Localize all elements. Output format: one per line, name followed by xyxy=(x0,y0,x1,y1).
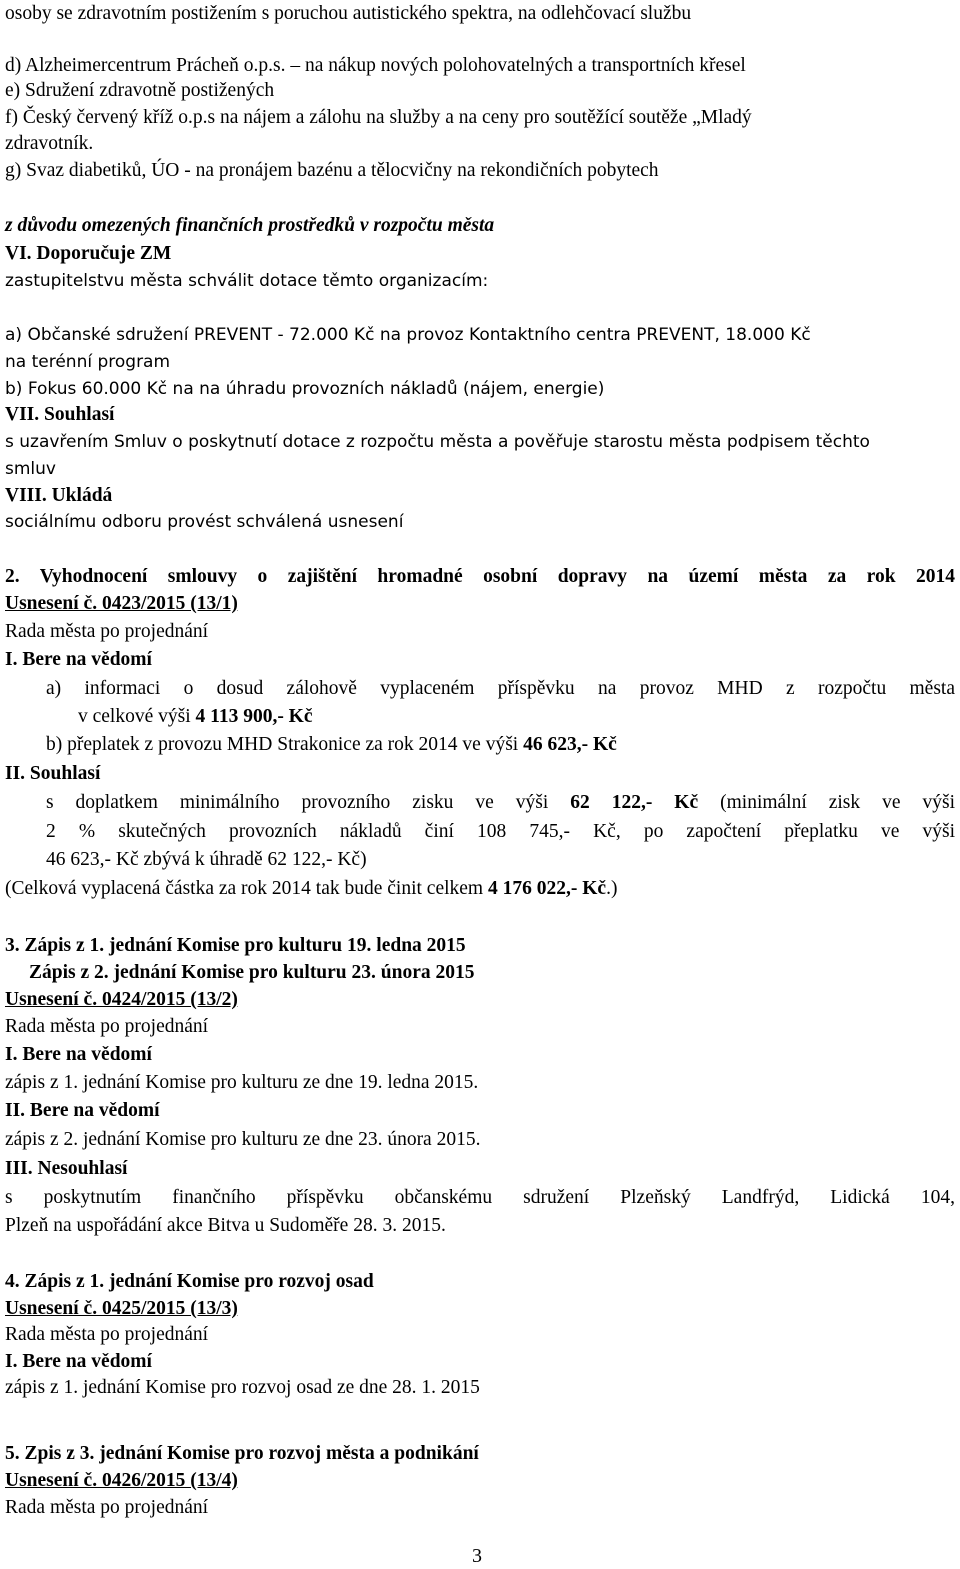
text-line: 46 623,- Kč zbývá k úhradě 62 122,- Kč) xyxy=(46,849,367,870)
amount: 62 122,- Kč xyxy=(570,792,699,813)
text-line: Rada města po projednání xyxy=(5,1497,209,1518)
text-line xyxy=(78,705,313,729)
section-heading: III. Nesouhlasí xyxy=(5,1158,128,1179)
resolution-number: Usnesení č. 0426/2015 (13/4) xyxy=(5,1470,238,1491)
text-line: zastupitelstvu města schválit dotace těmto organizacím: xyxy=(5,271,489,291)
text-line: zápis z 1. jednání Komise pro rozvoj osad ze dne 28. 1. 2015 xyxy=(5,1377,480,1398)
list-item xyxy=(46,733,617,757)
amount: 4 176 022,- Kč xyxy=(487,878,607,899)
text-line: g) Svaz diabetiků, ÚO - na pronájem bazénu a tělocvičny na rekondičních pobytech xyxy=(5,160,659,181)
text-line: Plzeň na uspořádání akce Bitva u Sudoměře 28. 3. 2015. xyxy=(5,1215,446,1236)
amount: 4 113 900,- Kč xyxy=(195,706,313,727)
list-item: b) Fokus 60.000 Kč na na úhradu provozních nákladů (nájem, energie) xyxy=(5,379,605,399)
text-line: e) Sdružení zdravotně postižených xyxy=(5,80,275,101)
agenda-item-title: 3. Zápis z 1. jednání Komise pro kulturu 19. ledna 2015 xyxy=(5,935,466,956)
text-line: s uzavřením Smluv o poskytnutí dotace z rozpočtu města a pověřuje starostu města podpisem těchto xyxy=(5,432,870,452)
text-line: osoby se zdravotním postižením s poruchou autistického spektra, na odlehčovací službu xyxy=(5,3,692,24)
text-line: Rada města po projednání xyxy=(5,1016,209,1037)
section-heading: I. Bere na vědomí xyxy=(5,1044,152,1065)
italic-note: z důvodu omezených finančních prostředků v rozpočtu města xyxy=(5,215,495,236)
text-line: zdravotník. xyxy=(5,133,94,154)
text-line: Rada města po projednání xyxy=(5,1324,209,1345)
agenda-item-title: 5. Zpis z 3. jednání Komise pro rozvoj města a podnikání xyxy=(5,1443,479,1464)
section-heading: II. Souhlasí xyxy=(5,763,101,784)
section-heading: VIII. Ukládá xyxy=(5,485,113,506)
agenda-item-title: 4. Zápis z 1. jednání Komise pro rozvoj osad xyxy=(5,1271,374,1292)
text-line: 2 % skutečných provozních nákladů činí 108 745,- Kč, po započtení přeplatku ve výši xyxy=(46,821,955,842)
page-number: 3 xyxy=(472,1545,482,1567)
text-line xyxy=(5,877,617,901)
text-span: b) přeplatek z provozu MHD Strakonice za rok 2014 ve výši xyxy=(46,734,524,755)
text-line: sociálnímu odboru provést schválená usnesení xyxy=(5,512,404,532)
agenda-item-title: 2. Vyhodnocení smlouvy o zajištění hromadné osobní dopravy na území města za rok 2014 xyxy=(5,566,955,587)
text-span: (minimální zisk ve výši xyxy=(698,792,955,813)
list-item: a) Občanské sdružení PREVENT - 72.000 Kč na provoz Kontaktního centra PREVENT, 18.000 Kč xyxy=(5,325,811,345)
section-heading: II. Bere na vědomí xyxy=(5,1100,160,1121)
text-line: na terénní program xyxy=(5,352,171,372)
text-line: smluv xyxy=(5,459,56,479)
agenda-item-title: Zápis z 2. jednání Komise pro kulturu 23. února 2015 xyxy=(29,962,475,983)
resolution-number: Usnesení č. 0425/2015 (13/3) xyxy=(5,1298,238,1319)
text-line: f) Český červený kříž o.p.s na nájem a zálohu na služby a na ceny pro soutěžící soutěže „Mladý xyxy=(5,107,752,128)
section-heading: I. Bere na vědomí xyxy=(5,649,152,670)
list-item: a) informaci o dosud zálohově vyplaceném příspěvku na provoz MHD z rozpočtu města xyxy=(46,678,955,699)
section-heading: I. Bere na vědomí xyxy=(5,1351,152,1372)
text-line: d) Alzheimercentrum Prácheň o.p.s. – na nákup nových polohovatelných a transportních křesel xyxy=(5,55,746,76)
section-heading: VII. Souhlasí xyxy=(5,404,115,425)
text-span: .) xyxy=(606,878,618,899)
resolution-number: Usnesení č. 0424/2015 (13/2) xyxy=(5,989,238,1010)
text-span: v celkové výši xyxy=(78,706,196,727)
amount: 46 623,- Kč xyxy=(523,734,617,755)
text-line xyxy=(46,791,955,815)
text-line: Rada města po projednání xyxy=(5,621,209,642)
text-span: s doplatkem minimálního provozního zisku ve výši xyxy=(46,792,571,813)
resolution-number: Usnesení č. 0423/2015 (13/1) xyxy=(5,593,238,614)
text-line: zápis z 2. jednání Komise pro kulturu ze dne 23. února 2015. xyxy=(5,1129,481,1150)
text-line: s poskytnutím finančního příspěvku občanskému sdružení Plzeňský Landfrýd, Lidická 104, xyxy=(5,1187,955,1208)
text-span: (Celková vyplacená částka za rok 2014 tak bude činit celkem xyxy=(5,878,488,899)
text-line: zápis z 1. jednání Komise pro kulturu ze dne 19. ledna 2015. xyxy=(5,1072,479,1093)
section-heading: VI. Doporučuje ZM xyxy=(5,243,172,264)
